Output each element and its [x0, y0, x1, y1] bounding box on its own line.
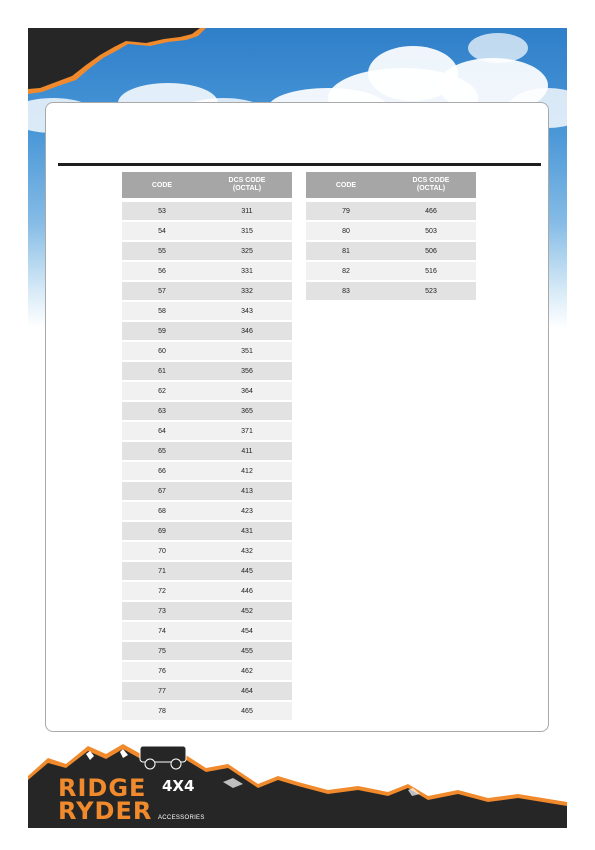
- table-row: [122, 462, 292, 480]
- cell-dcs-code: 452: [241, 607, 253, 615]
- cell-dcs-code: 446: [241, 587, 253, 595]
- table-row: [306, 242, 476, 260]
- cell-code: 64: [158, 427, 166, 435]
- cell-code: 71: [158, 567, 166, 575]
- cell-code: 79: [342, 207, 350, 215]
- cell-dcs-code: 351: [241, 347, 253, 355]
- content-panel: [45, 102, 549, 732]
- cell-dcs-code: 503: [425, 227, 437, 235]
- table-header: [122, 172, 292, 198]
- cell-dcs-code: 365: [241, 407, 253, 415]
- table-row: [122, 702, 292, 720]
- cell-dcs-code: 466: [425, 207, 437, 215]
- table-row: [306, 202, 476, 220]
- cell-dcs-code: 464: [241, 687, 253, 695]
- cell-code: 67: [158, 487, 166, 495]
- cell-dcs-code: 523: [425, 287, 437, 295]
- cell-code: 57: [158, 287, 166, 295]
- cell-dcs-code: 346: [241, 327, 253, 335]
- logo-word-ryder: RYDER: [58, 797, 153, 825]
- table-row: [122, 202, 292, 220]
- header-dcs-line1: DCS CODE: [228, 177, 266, 184]
- cloud: [468, 33, 528, 63]
- cell-dcs-code: 343: [241, 307, 253, 315]
- table-body: [122, 202, 292, 720]
- cell-dcs-code: 331: [241, 267, 253, 275]
- table-body: [306, 202, 476, 300]
- cell-dcs-code: 516: [425, 267, 437, 275]
- cell-code: 53: [158, 207, 166, 215]
- table-row: [122, 662, 292, 680]
- table-header: [306, 172, 476, 198]
- cell-code: 70: [158, 547, 166, 555]
- logo-tagline: ACCESSORIES: [158, 815, 205, 821]
- cell-code: 74: [158, 627, 166, 635]
- cell-code: 73: [158, 607, 166, 615]
- cell-dcs-code: 431: [241, 527, 253, 535]
- cell-dcs-code: 432: [241, 547, 253, 555]
- header-dcs-line2: (OCTAL): [416, 185, 446, 192]
- cell-code: 82: [342, 267, 350, 275]
- table-row: [122, 222, 292, 240]
- header-dcs-line2: (OCTAL): [232, 185, 262, 192]
- cell-dcs-code: 371: [241, 427, 253, 435]
- table-row: [122, 422, 292, 440]
- cell-code: 68: [158, 507, 166, 515]
- table-row: [122, 522, 292, 540]
- table-row: [122, 322, 292, 340]
- cell-code: 56: [158, 267, 166, 275]
- cell-dcs-code: 454: [241, 627, 253, 635]
- cell-code: 63: [158, 407, 166, 415]
- table-row: [122, 642, 292, 660]
- cell-code: 80: [342, 227, 350, 235]
- cell-dcs-code: 423: [241, 507, 253, 515]
- table-row: [306, 282, 476, 300]
- cell-code: 65: [158, 447, 166, 455]
- logo-badge-4x4: 4X4: [162, 777, 195, 795]
- header-dcs-code: [386, 177, 476, 193]
- table-row: [122, 682, 292, 700]
- table-row: [122, 602, 292, 620]
- cell-dcs-code: 465: [241, 707, 253, 715]
- table-row: [122, 302, 292, 320]
- header-dcs-line1: DCS CODE: [412, 177, 450, 184]
- cell-dcs-code: 311: [241, 207, 253, 215]
- table-row: [122, 242, 292, 260]
- table-row: [122, 482, 292, 500]
- header-dcs-code: [202, 177, 292, 193]
- cell-dcs-code: 315: [241, 227, 253, 235]
- cell-dcs-code: 455: [241, 647, 253, 655]
- page: [28, 28, 567, 828]
- cell-dcs-code: 412: [241, 467, 253, 475]
- cell-dcs-code: 364: [241, 387, 253, 395]
- table-row: [122, 402, 292, 420]
- cell-code: 61: [158, 367, 166, 375]
- table-row: [122, 582, 292, 600]
- table-row: [122, 262, 292, 280]
- cell-dcs-code: 445: [241, 567, 253, 575]
- table-row: [122, 542, 292, 560]
- table-row: [306, 222, 476, 240]
- cell-code: 58: [158, 307, 166, 315]
- cell-dcs-code: 356: [241, 367, 253, 375]
- corner-mountain-graphic: [28, 28, 228, 108]
- table-row: [122, 502, 292, 520]
- cell-code: 81: [342, 247, 350, 255]
- table-row: [122, 442, 292, 460]
- cell-code: 62: [158, 387, 166, 395]
- table-row: [122, 622, 292, 640]
- cell-code: 60: [158, 347, 166, 355]
- table-row: [122, 362, 292, 380]
- logo-word-ridge: RIDGE: [58, 774, 147, 802]
- cell-code: 78: [158, 707, 166, 715]
- header-code: CODE: [151, 181, 173, 189]
- cell-code: 83: [342, 287, 350, 295]
- cell-dcs-code: 506: [425, 247, 437, 255]
- header-code: CODE: [335, 181, 357, 189]
- dcs-code-table-right: [306, 172, 476, 302]
- table-row: [306, 262, 476, 280]
- cell-dcs-code: 325: [241, 247, 253, 255]
- title-rule: [58, 163, 541, 166]
- cell-code: 59: [158, 327, 166, 335]
- cell-code: 55: [158, 247, 166, 255]
- dcs-code-table-left: [122, 172, 292, 722]
- cell-code: 66: [158, 467, 166, 475]
- table-row: [122, 562, 292, 580]
- cell-code: 75: [158, 647, 166, 655]
- cell-dcs-code: 411: [241, 447, 253, 455]
- cell-dcs-code: 413: [241, 487, 253, 495]
- cell-code: 54: [158, 227, 166, 235]
- cell-code: 76: [158, 667, 166, 675]
- cell-code: 72: [158, 587, 166, 595]
- table-row: [122, 342, 292, 360]
- cell-code: 69: [158, 527, 166, 535]
- table-row: [122, 282, 292, 300]
- cell-dcs-code: 332: [241, 287, 253, 295]
- cell-dcs-code: 462: [241, 667, 253, 675]
- cell-code: 77: [158, 687, 166, 695]
- table-row: [122, 382, 292, 400]
